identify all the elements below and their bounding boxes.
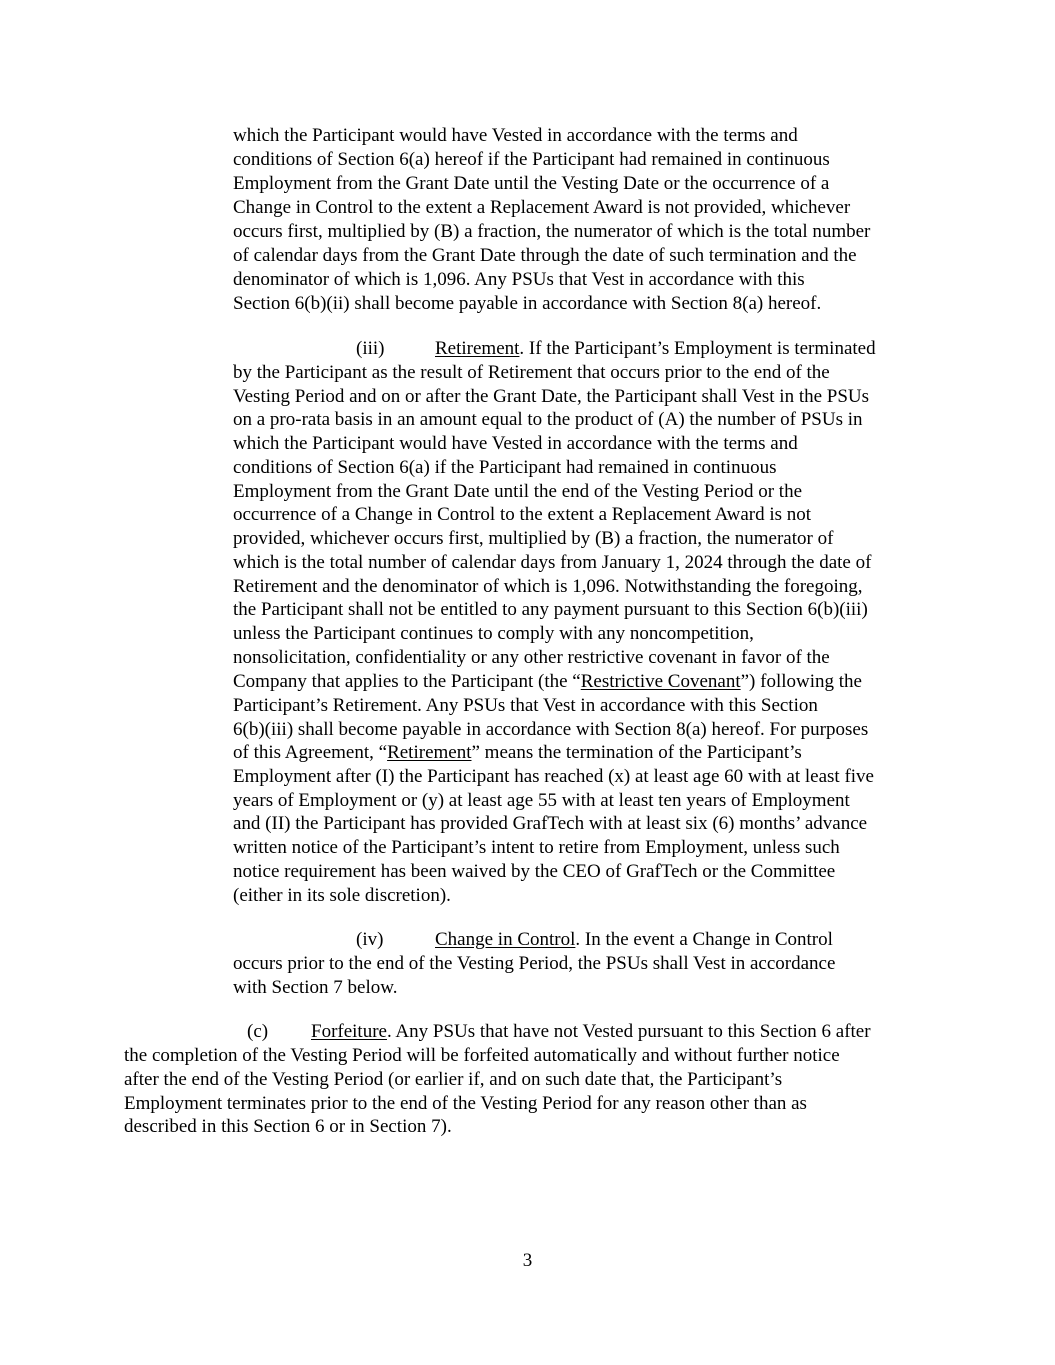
text-line: which the Participant would have Vested in accordance with the terms and bbox=[233, 125, 798, 146]
text-line bbox=[233, 741, 802, 765]
text-run: of this Agreement, “ bbox=[233, 742, 388, 763]
text-line: years of Employment or (y) at least age 55 with at least ten years of Employment bbox=[233, 790, 850, 811]
section-heading: Retirement bbox=[435, 338, 520, 359]
paragraph-enumerator: (c) bbox=[247, 1021, 269, 1042]
text-line: of calendar days from the Grant Date through the date of such termination and the bbox=[233, 245, 857, 266]
text-line: after the end of the Vesting Period (or earlier if, and on such date that, the Participant’s bbox=[124, 1069, 783, 1090]
text-line: Change in Control to the extent a Replacement Award is not provided, whichever bbox=[233, 197, 851, 218]
paragraph-enumerator: (iii) bbox=[356, 338, 385, 359]
text-line: occurs first, multiplied by (B) a fraction, the numerator of which is the total number bbox=[233, 221, 871, 242]
text-line: which is the total number of calendar days from January 1, 2024 through the date of bbox=[233, 552, 872, 573]
text-line: Employment after (I) the Participant has reached (x) at least age 60 with at least five bbox=[233, 766, 874, 787]
text-line: conditions of Section 6(a) if the Participant had remained in continuous bbox=[233, 457, 777, 478]
text-line: conditions of Section 6(a) hereof if the Participant had remained in continuous bbox=[233, 149, 830, 170]
text-line: the completion of the Vesting Period will be forfeited automatically and without further notice bbox=[124, 1045, 840, 1066]
text-line bbox=[435, 337, 876, 361]
text-line: described in this Section 6 or in Section 7). bbox=[124, 1116, 452, 1137]
text-run: ” means the termination of the Participant’s bbox=[471, 742, 802, 763]
section-heading: Change in Control bbox=[435, 929, 576, 950]
text-run: ”) following the bbox=[740, 671, 862, 692]
text-line: on a pro-rata basis in an amount equal to the product of (A) the number of PSUs in bbox=[233, 409, 863, 430]
text-line: the Participant shall not be entitled to any payment pursuant to this Section 6(b)(iii) bbox=[233, 599, 868, 620]
text-line: (either in its sole discretion). bbox=[233, 885, 451, 906]
text-run: . Any PSUs that have not Vested pursuant to this Section 6 after bbox=[386, 1021, 871, 1042]
text-line: occurs prior to the end of the Vesting Period, the PSUs shall Vest in accordance bbox=[233, 953, 836, 974]
text-line: provided, whichever occurs first, multiplied by (B) a fraction, the numerator of bbox=[233, 528, 834, 549]
text-line bbox=[311, 1020, 871, 1044]
text-line bbox=[233, 670, 862, 694]
text-line: unless the Participant continues to comply with any noncompetition, bbox=[233, 623, 754, 644]
text-line: written notice of the Participant’s intent to retire from Employment, unless such bbox=[233, 837, 840, 858]
text-line: Employment terminates prior to the end of the Vesting Period for any reason other than as bbox=[124, 1093, 807, 1114]
text-line: Vesting Period and on or after the Grant Date, the Participant shall Vest in the PSUs bbox=[233, 386, 870, 407]
text-line: 6(b)(iii) shall become payable in accordance with Section 8(a) hereof. For purposes bbox=[233, 719, 869, 740]
text-line: occurrence of a Change in Control to the extent a Replacement Award is not bbox=[233, 504, 812, 525]
page-number: 3 bbox=[522, 1250, 533, 1271]
text-line bbox=[435, 928, 833, 952]
text-line: denominator of which is 1,096. Any PSUs that Vest in accordance with this bbox=[233, 269, 805, 290]
text-line: nonsolicitation, confidentiality or any other restrictive covenant in favor of the bbox=[233, 647, 830, 668]
text-line: Employment from the Grant Date until the end of the Vesting Period or the bbox=[233, 481, 802, 502]
defined-term-retirement: Retirement bbox=[387, 742, 472, 763]
defined-term-restrictive-covenant: Restrictive Covenant bbox=[580, 671, 741, 692]
text-line: Employment from the Grant Date until the Vesting Date or the occurrence of a bbox=[233, 173, 830, 194]
text-line: notice requirement has been waived by the CEO of GrafTech or the Committee bbox=[233, 861, 836, 882]
text-line: Section 6(b)(ii) shall become payable in accordance with Section 8(a) hereof. bbox=[233, 293, 822, 314]
text-run: . In the event a Change in Control bbox=[575, 929, 833, 950]
text-line: Retirement and the denominator of which is 1,096. Notwithstanding the foregoing, bbox=[233, 576, 863, 597]
text-line: with Section 7 below. bbox=[233, 977, 398, 998]
paragraph-enumerator: (iv) bbox=[356, 929, 384, 950]
section-heading: Forfeiture bbox=[311, 1021, 387, 1042]
text-line: by the Participant as the result of Retirement that occurs prior to the end of the bbox=[233, 362, 830, 383]
text-run: . If the Participant’s Employment is terminated bbox=[519, 338, 876, 359]
text-line: Participant’s Retirement. Any PSUs that Vest in accordance with this Section bbox=[233, 695, 818, 716]
text-line: and (II) the Participant has provided GrafTech with at least six (6) months’ advance bbox=[233, 813, 868, 834]
text-run: Company that applies to the Participant (the “ bbox=[233, 671, 581, 692]
text-line: which the Participant would have Vested in accordance with the terms and bbox=[233, 433, 798, 454]
